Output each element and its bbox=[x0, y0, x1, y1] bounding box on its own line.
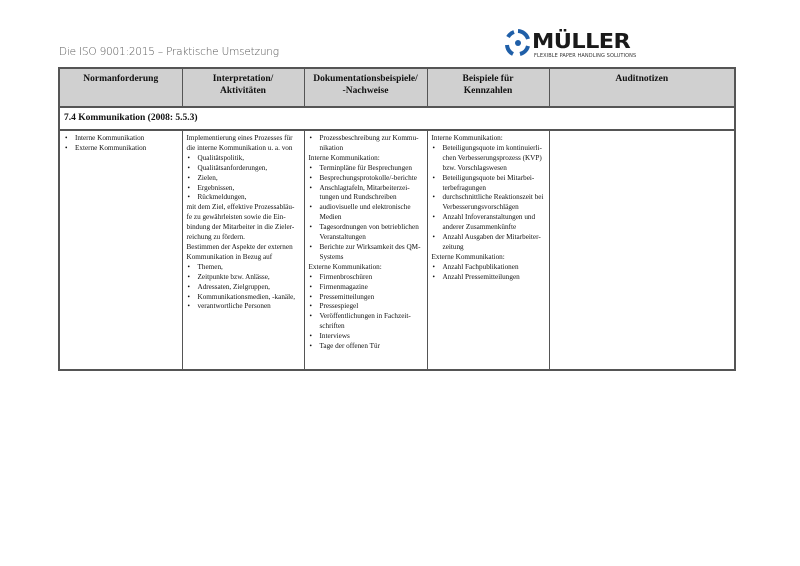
list-item: • Adressaten, Zielgruppen, bbox=[187, 283, 300, 293]
cell-normanforderung bbox=[59, 130, 182, 370]
column-header-kennzahlen: Beispiele für Kennzahlen bbox=[427, 68, 549, 107]
list-item: • Pressemitteilungen bbox=[309, 293, 423, 303]
list-item: • Veröffentlichungen in Fachzeit-schriften bbox=[309, 312, 423, 332]
cell-auditnotizen[interactable] bbox=[549, 130, 735, 370]
paragraph: Bestimmen der Aspekte der externen Kommunikation in Bezug auf bbox=[186, 242, 293, 261]
list-item: • Rückmeldungen, bbox=[187, 193, 300, 203]
column-header-auditnotizen: Auditnotizen bbox=[549, 68, 735, 107]
list-item: • Terminpläne für Besprechungen bbox=[309, 164, 423, 174]
column-header-normanforderung: Normanforderung bbox=[59, 68, 182, 107]
table-header-row bbox=[59, 68, 735, 107]
subheading: Externe Kommunikation: bbox=[308, 262, 382, 271]
cell-interpretation bbox=[182, 130, 304, 370]
list-item: • Interne Kommunikation bbox=[64, 134, 178, 144]
list-item: • durchschnittliche Reaktionszeit bei Verbesserungsvorschlägen bbox=[432, 193, 545, 213]
cell-dokumentation bbox=[304, 130, 427, 370]
paragraph: mit dem Ziel, effektive Prozessabläu-fe zu gewährleisten sowie die Ein-bindung der Mitarbeiter in die Zieler-reichung zu fördern. bbox=[186, 203, 295, 242]
list-item: • Firmenmagazine bbox=[309, 283, 423, 293]
list-item: • Anzahl Infoveranstaltungen und anderer Zusammenkünfte bbox=[432, 213, 545, 233]
subheading: Interne Kommunikation: bbox=[308, 153, 380, 162]
list-item: • Themen, bbox=[187, 263, 300, 273]
list-item: • audiovisuelle und elektronische Medien bbox=[309, 203, 423, 223]
requirements-table bbox=[58, 67, 736, 371]
logo-swirl-icon bbox=[505, 28, 531, 58]
list-item: • Externe Kommunikation bbox=[64, 144, 178, 154]
company-logo bbox=[505, 28, 645, 64]
logo-wordmark: MÜLLER bbox=[532, 29, 631, 53]
list-item: • verantwortliche Personen bbox=[187, 302, 300, 312]
list-item: • Qualitätspolitik, bbox=[187, 154, 300, 164]
list-item: • Anzahl Ausgaben der Mitarbeiter-zeitung bbox=[432, 233, 545, 253]
list-item: • Besprechungsprotokolle/-berichte bbox=[309, 174, 423, 184]
list-item: • Anzahl Pressemitteilungen bbox=[432, 273, 545, 283]
list-item: • Anzahl Fachpublikationen bbox=[432, 263, 545, 273]
list-item: • Ergebnissen, bbox=[187, 184, 300, 194]
list-item: • Beteiligungsquote bei Mitarbei-terbefragungen bbox=[432, 174, 545, 194]
section-row bbox=[59, 107, 735, 130]
list-item: • Zeitpunkte bzw. Anlässe, bbox=[187, 273, 300, 283]
list-item: • Prozessbeschreibung zur Kommu-nikation bbox=[309, 134, 423, 154]
logo-tagline: FLEXIBLE PAPER HANDLING SOLUTIONS bbox=[534, 53, 637, 59]
document-title: Die ISO 9001:2015 – Praktische Umsetzung bbox=[59, 46, 279, 58]
table-row bbox=[59, 130, 735, 370]
list-item: • Anschlagtafeln, Mitarbeiterzei-tungen und Rundschreiben bbox=[309, 184, 423, 204]
list-item: • Beteiligungsquote im kontinuierli-chen Verbesserungsprozess (KVP) bzw. Vorschlagswesen bbox=[432, 144, 545, 174]
column-header-dokumentation: Dokumentationsbeispiele/ -Nachweise bbox=[304, 68, 427, 107]
list-item: • Firmenbroschüren bbox=[309, 273, 423, 283]
list-item: • Kommunikationsmedien, -kanäle, bbox=[187, 293, 300, 303]
list-item: • Tage der offenen Tür bbox=[309, 342, 423, 352]
list-item: • Zielen, bbox=[187, 174, 300, 184]
list-item: • Pressespiegel bbox=[309, 302, 423, 312]
cell-kennzahlen bbox=[427, 130, 549, 370]
subheading: Interne Kommunikation: bbox=[431, 134, 503, 142]
list-item: • Interviews bbox=[309, 332, 423, 342]
subheading: Externe Kommunikation: bbox=[431, 252, 505, 261]
column-header-interpretation: Interpretation/ Aktivitäten bbox=[182, 68, 304, 107]
section-title: 7.4 Kommunikation (2008: 5.5.3) bbox=[59, 107, 735, 130]
list-item: • Qualitätsanforderungen, bbox=[187, 164, 300, 174]
list-item: • Tagesordnungen von betrieblichen Veranstaltungen bbox=[309, 223, 423, 243]
list-item: • Berichte zur Wirksamkeit des QM-Systems bbox=[309, 243, 423, 263]
paragraph: Implementierung eines Prozesses für die interne Kommunikation u. a. von bbox=[186, 134, 293, 152]
